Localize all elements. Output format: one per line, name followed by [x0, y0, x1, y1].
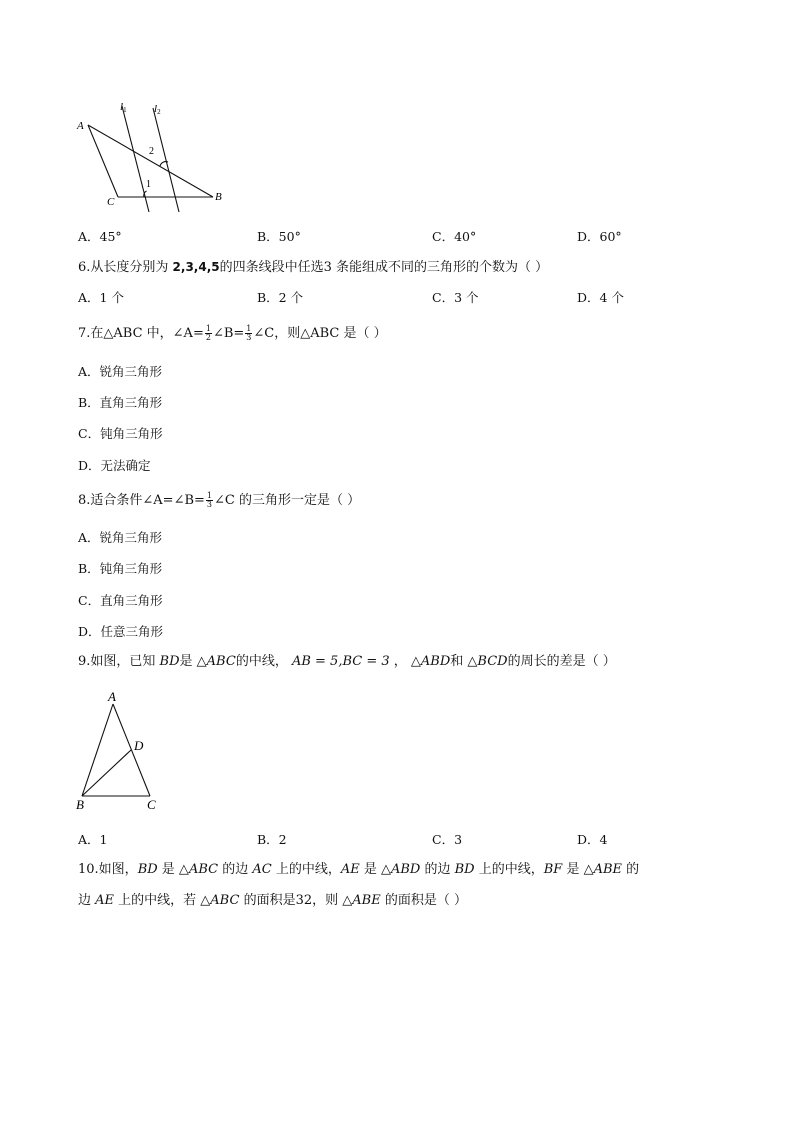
q7-option-d[interactable]: D．无法确定 — [78, 458, 151, 473]
q6-option-d[interactable]: D．4 个 — [577, 290, 624, 305]
q9-stem: 9.如图，已知 BD是 △ABC的中线， AB = 5,BC = 3 ， △ABD和 △BCD的周长的差是（ ） — [78, 654, 616, 669]
q8-option-d[interactable]: D．任意三角形 — [78, 624, 164, 639]
label-a: A — [108, 689, 116, 704]
label-b: B — [215, 191, 222, 203]
line-l1 — [122, 106, 149, 212]
q7-option-c[interactable]: C．钝角三角形 — [78, 426, 163, 441]
q9-option-b[interactable]: B．2 — [257, 832, 287, 847]
q8-option-b[interactable]: B．钝角三角形 — [78, 561, 163, 576]
label-c: C — [107, 196, 115, 208]
q5-option-c[interactable]: C．40° — [432, 229, 477, 244]
q7-stem: 7.在△ABC 中，∠A= $\frac{1}{2}$ ∠B= $\frac{1}{3}$ ∠C，则△ABC 是（ ） — [78, 324, 387, 342]
q6-lengths: 2,3,4,5 — [172, 260, 220, 274]
q9-option-a[interactable]: A．1 — [78, 832, 108, 847]
label-l2: l2 — [154, 103, 161, 116]
label-angle-1: 1 — [146, 179, 151, 190]
q5-option-b[interactable]: B．50° — [257, 229, 301, 244]
q9-option-c[interactable]: C．3 — [432, 832, 463, 847]
label-c: C — [147, 797, 156, 812]
segment-ac — [88, 125, 118, 197]
q5-option-d[interactable]: D．60° — [577, 229, 622, 244]
label-d: D — [134, 738, 144, 753]
q7-fraction-half: $\frac{1}{2}$ — [205, 324, 211, 342]
q8-option-c[interactable]: C．直角三角形 — [78, 593, 163, 608]
q10-stem-line1: 10.如图，BD 是 △ABC 的边 AC 上的中线，AE 是 △ABD 的边 BD 上的中线，BF 是 △ABE 的 — [78, 862, 640, 877]
q9-option-d[interactable]: D．4 — [577, 832, 608, 847]
label-l1: l1 — [120, 101, 127, 114]
label-angle-2: 2 — [149, 146, 154, 157]
q6-option-a[interactable]: A．1 个 — [78, 290, 124, 305]
q5-figure — [70, 98, 240, 216]
q6-option-c[interactable]: C．3 个 — [432, 290, 479, 305]
label-a: A — [77, 120, 84, 132]
q6-option-b[interactable]: B．2 个 — [257, 290, 304, 305]
q6-stem: 6.从长度分别为 2,3,4,5的四条线段中任选3 条能组成不同的三角形的个数为（ ） — [78, 260, 549, 275]
segment-ac — [113, 704, 150, 796]
q7-option-a[interactable]: A．锐角三角形 — [78, 364, 163, 379]
q5-option-a[interactable]: A．45° — [78, 229, 122, 244]
q10-stem-line2: 边 AE 上的中线，若 △ABC 的面积是32，则 △ABE 的面积是（ ） — [78, 893, 467, 908]
q8-stem: 8.适合条件∠A=∠B= $\frac{1}{3}$ ∠C 的三角形一定是（ ） — [78, 491, 361, 509]
q9-figure — [72, 686, 172, 814]
q7-option-b[interactable]: B．直角三角形 — [78, 395, 163, 410]
q8-option-a[interactable]: A．锐角三角形 — [78, 530, 163, 545]
q7-fraction-third: $\frac{1}{3}$ — [246, 324, 252, 342]
q8-fraction-third: $\frac{1}{3}$ — [206, 491, 213, 509]
label-b: B — [76, 797, 84, 812]
line-l2 — [153, 108, 179, 212]
q9-equation: AB = 5,BC = 3 — [291, 654, 390, 669]
